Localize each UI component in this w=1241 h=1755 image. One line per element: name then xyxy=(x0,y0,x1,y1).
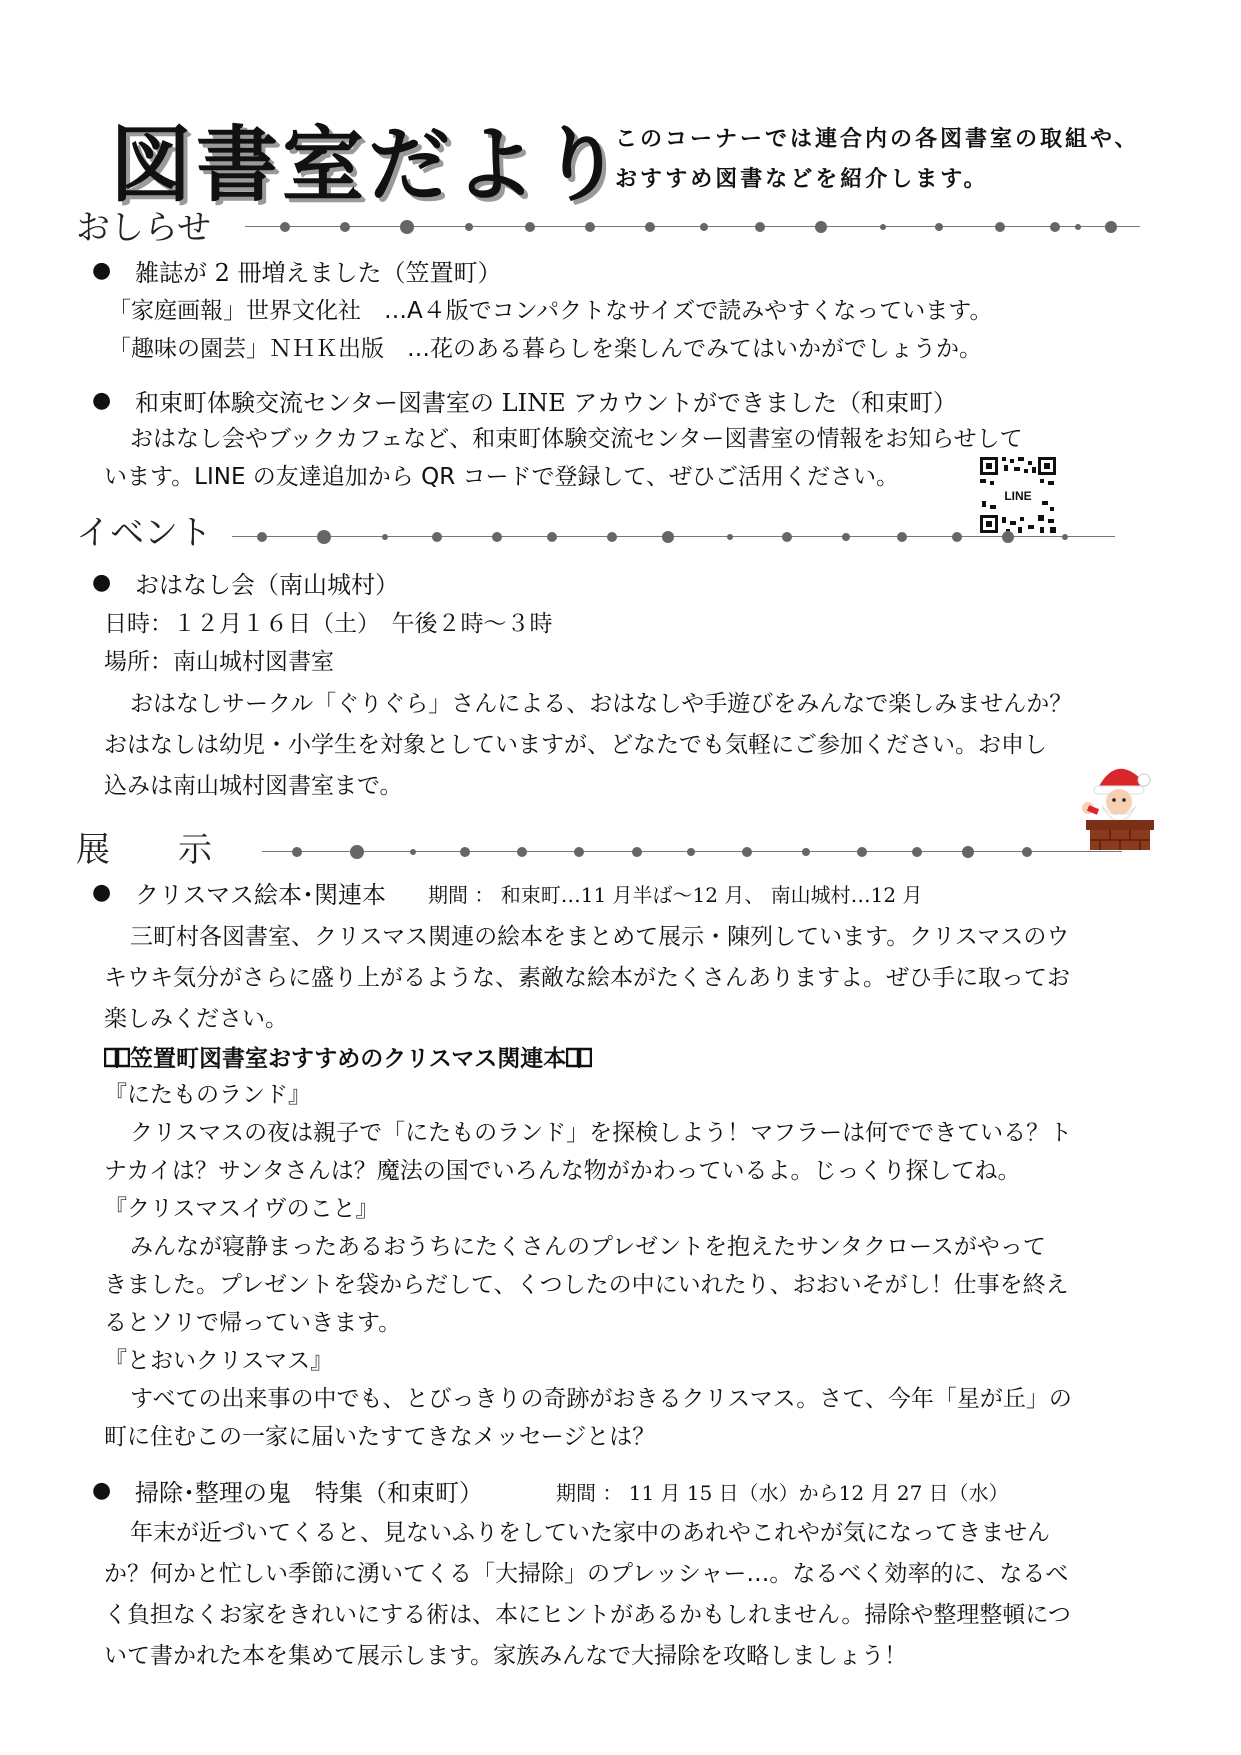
event-text-3: 込みは南山城村図書室まで。 xyxy=(104,773,403,799)
section-title-news: おしらせ xyxy=(76,208,211,248)
recommend-heading-label: 笠置町図書室おすすめのクリスマス関連本 xyxy=(130,1046,567,1072)
book-3-text-1: すべての出来事の中でも、とびっきりの奇跡がおきるクリスマス。さて、今年「星が丘」の xyxy=(130,1386,1072,1412)
cleaning-text-4: いて書かれた本を集めて展示します。家族みんなで大掃除を攻略しましょう！ xyxy=(104,1643,908,1669)
bullet-icon: ● xyxy=(92,1478,112,1503)
book-title-3: 『とおいクリスマス』 xyxy=(104,1348,334,1374)
line-account-text-1: おはなし会やブックカフェなど、和束町体験交流センター図書室の情報をお知らせして xyxy=(130,426,1023,452)
event-text-2: おはなしは幼児・小学生を対象としていますが、どなたでも気軽にご参加ください。お申し xyxy=(104,732,1047,758)
exhibit-item-christmas: クリスマス絵本･関連本 xyxy=(135,881,387,909)
event-date: 日時：１２月１６日（土） 午後２時～３時 xyxy=(104,611,553,637)
section-title-events: イベント xyxy=(76,513,212,553)
santa-chimney-icon xyxy=(1080,758,1160,850)
exhibit-text-3: 楽しみください。 xyxy=(104,1006,288,1032)
bullet-icon: ● xyxy=(92,570,112,595)
magazine-line-1: 「家庭画報」世界文化社 …A４版でコンパクトなサイズで読みやすくなっています。 xyxy=(108,298,993,324)
cleaning-text-2: か？何かと忙しい季節に湧いてくる「大掃除」のプレッシャー…。なるべく効率的に、なるべ xyxy=(104,1561,1069,1587)
exhibit-text-2: キウキ気分がさらに盛り上がるような、素敵な絵本がたくさんありますよ。ぜひ手に取ってお xyxy=(104,965,1070,991)
book-2-text-2: きました。プレゼントを袋からだして、くつしたの中にいれたり、おおいそがし！仕事を終え xyxy=(104,1272,1069,1298)
exhibit-period-christmas: 期間 ： 和束町…11 月半ば～12 月、 南山城村…12 月 xyxy=(428,883,923,907)
cleaning-text-1: 年末が近づいてくると、見ないふりをしていた家中のあれやこれやが気になってきません xyxy=(130,1520,1050,1546)
dotted-divider-news xyxy=(245,215,1140,239)
news-item-magazines: 雑誌が 2 冊増えました（笠置町） xyxy=(135,259,502,287)
bullet-icon: ● xyxy=(92,258,112,283)
dotted-divider-exhibits xyxy=(262,840,1122,864)
bullet-icon: ● xyxy=(92,388,112,413)
intro-line-1: このコーナーでは連合内の各図書室の取組や、 xyxy=(615,127,1140,152)
open-book-icon xyxy=(104,1047,130,1069)
book-2-text-3: るとソリで帰っていきます。 xyxy=(104,1310,402,1336)
book-3-text-2: 町に住むこの一家に届いたすてきなメッセージとは？ xyxy=(104,1424,656,1450)
cleaning-text-3: く負担なくお家をきれいにする術は、本にヒントがあるかもしれません。掃除や整理整頓につ xyxy=(104,1602,1071,1628)
exhibit-text-1: 三町村各図書室、クリスマス関連の絵本をまとめて展示・陳列しています。クリスマスのウ xyxy=(130,924,1070,950)
news-item-line-account: 和束町体験交流センター図書室の LINE アカウントができました（和束町） xyxy=(135,389,957,417)
exhibit-period-cleaning: 期間 ： 11 月 15 日（水）から12 月 27 日（水） xyxy=(556,1481,1009,1505)
exhibit-item-cleaning: 掃除･整理の鬼 特集（和束町） xyxy=(135,1479,483,1507)
dotted-divider-events xyxy=(232,525,1115,549)
bullet-icon: ● xyxy=(92,880,112,905)
recommend-heading xyxy=(104,1040,592,1073)
event-place: 場所：南山城村図書室 xyxy=(104,649,334,675)
magazine-line-2: 「趣味の園芸」ＮＨＫ出版 …花のある暮らしを楽しんでみてはいかがでしょうか。 xyxy=(108,336,982,362)
line-account-text-2: います。LINE の友達追加から QR コードで登録して、ぜひご活用ください。 xyxy=(104,464,900,490)
section-title-exhibits: 展 示 xyxy=(76,830,212,870)
book-2-text-1: みんなが寝静まったあるおうちにたくさんのプレゼントを抱えたサンタクロースがやって xyxy=(130,1234,1046,1260)
newsletter-title: 図書室だより xyxy=(110,118,627,213)
book-1-text-1: クリスマスの夜は親子で「にたものランド」を探検しよう！マフラーは何でできている？ト xyxy=(130,1120,1073,1146)
open-book-icon xyxy=(566,1047,592,1069)
book-title-2: 『クリスマスイヴのこと』 xyxy=(104,1196,379,1222)
book-title-1: 『にたものランド』 xyxy=(104,1082,311,1108)
event-item-storytime: おはなし会（南山城村） xyxy=(135,571,399,599)
book-1-text-2: ナカイは？サンタさんは？魔法の国でいろんな物がかわっているよ。じっくり探してね。 xyxy=(104,1158,1021,1184)
qr-code-icon[interactable] xyxy=(978,455,1058,535)
intro-line-2: おすすめ図書などを紹介します。 xyxy=(615,167,989,192)
event-text-1: おはなしサークル「ぐりぐら」さんによる、おはなしや手遊びをみんなで楽しみませんか？ xyxy=(130,691,1073,717)
qr-line-label: LINE xyxy=(1004,489,1032,503)
